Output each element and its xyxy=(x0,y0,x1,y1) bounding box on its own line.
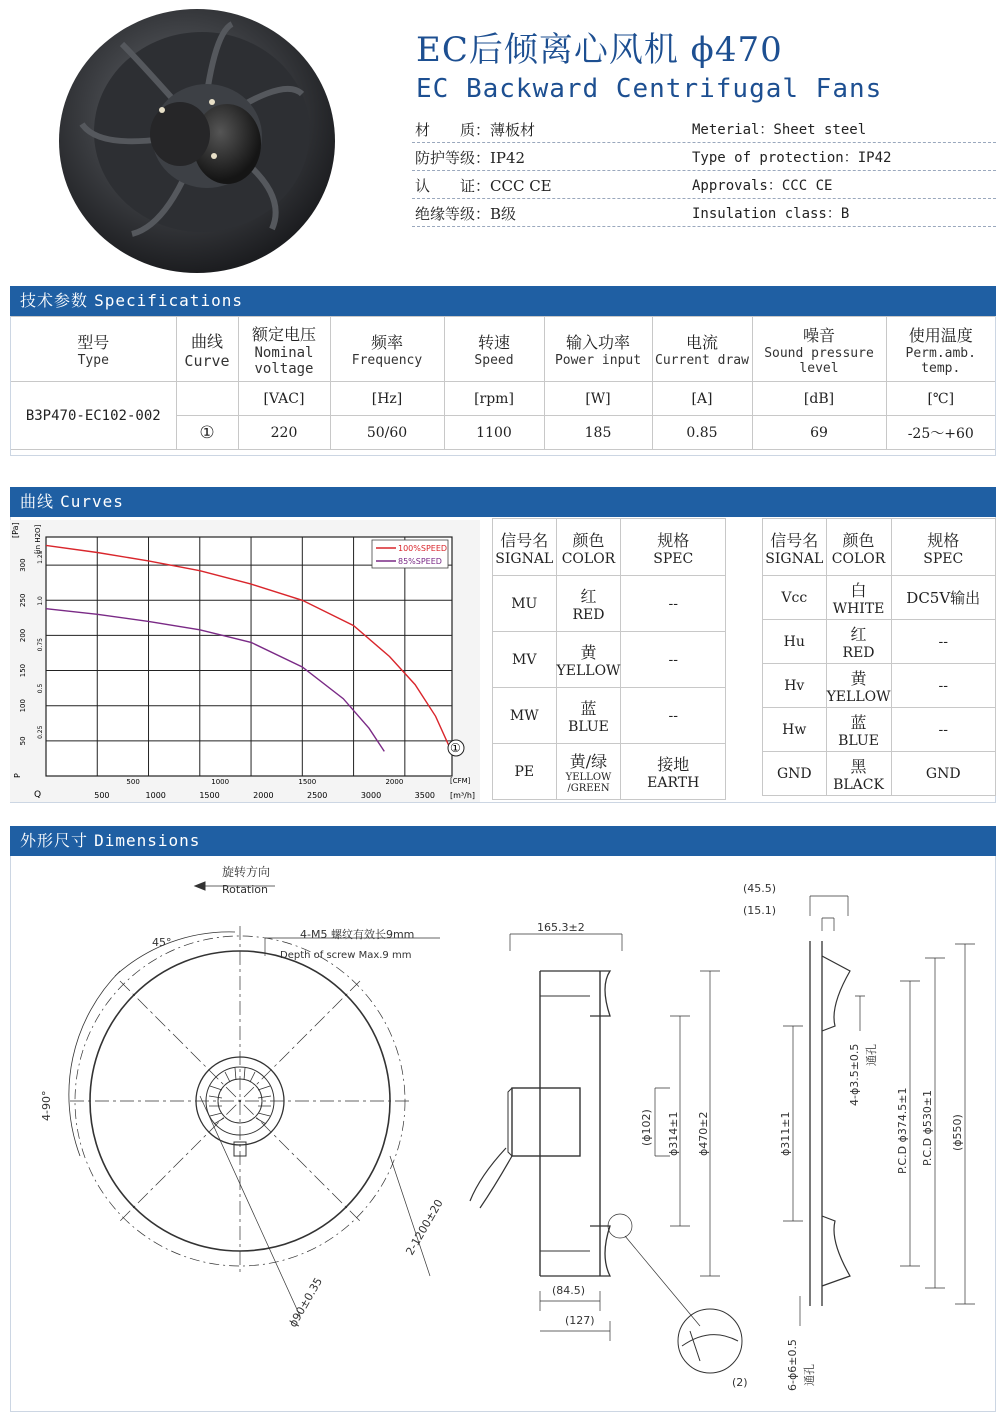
screw-label-cn: 4-M5 螺纹有效长9mm xyxy=(300,928,415,941)
hub-dia-label: ϕ90±0.35 xyxy=(286,1275,326,1330)
property-en: Type of protection：IP42 xyxy=(692,150,892,166)
detail-2-label: (2) xyxy=(732,1376,748,1389)
signal-spec: -- xyxy=(621,576,726,632)
plot-area xyxy=(46,537,452,776)
signal-header-row xyxy=(763,519,996,576)
header-type xyxy=(11,317,176,382)
value-cell: -25～+60 xyxy=(886,416,995,450)
signal-row xyxy=(763,708,996,752)
property-cn: 防护等级：IP42 xyxy=(415,149,526,167)
header-en: Perm.amb. xyxy=(905,345,976,361)
signal-spec: DC5V输出 xyxy=(891,576,996,620)
value-cell: 0.85 xyxy=(652,416,752,450)
header-cn: 颜色 xyxy=(842,530,875,550)
width-165-label: 165.3±2 xyxy=(537,921,585,934)
hole-6-label: 6-ϕ6±0.5 xyxy=(786,1339,799,1391)
unit-cell: [VAC] xyxy=(238,382,330,416)
inh2o-tick-label: 1.25 xyxy=(37,550,44,564)
signal-name: GND xyxy=(763,752,827,796)
header-en: Frequency xyxy=(351,353,423,368)
signal-name: PE xyxy=(493,744,557,800)
dim-84-label: (84.5) xyxy=(552,1284,586,1297)
header-frequency xyxy=(330,317,444,382)
header-en: Type xyxy=(77,353,109,368)
header-spec xyxy=(891,519,996,576)
side-motor xyxy=(512,1088,580,1156)
dia-314-label: ϕ314±1 xyxy=(667,1111,680,1156)
flange-top xyxy=(822,956,850,1031)
color-en: BLUE xyxy=(568,719,609,735)
m3h-tick-label: 2500 xyxy=(306,791,328,800)
signal-color xyxy=(826,664,891,708)
y-unit-in: [in H2O] xyxy=(34,524,42,554)
curves-section-bar xyxy=(10,487,996,517)
header-en: Curve xyxy=(184,351,230,370)
detail-view-circle xyxy=(678,1309,742,1373)
header-color xyxy=(826,519,891,576)
hole-6-cn: 通孔 xyxy=(803,1364,816,1386)
header-voltage xyxy=(238,317,330,382)
header-cn: 额定电压 xyxy=(251,324,316,344)
unit-curve-blank xyxy=(176,382,238,416)
inh2o-tick-label: 1.0 xyxy=(37,596,44,606)
color-en: YELLOW xyxy=(826,689,891,705)
color-cn: 红 xyxy=(850,625,867,644)
value-cell: 1100 xyxy=(444,416,544,450)
header-en: Current draw xyxy=(655,353,749,368)
x-unit-cfm: [CFM] xyxy=(450,777,471,785)
dia-102-label: (ϕ102) xyxy=(640,1109,653,1146)
signal-name: Hu xyxy=(763,620,827,664)
property-en: Approvals：CCC CE xyxy=(692,178,833,194)
color-en: RED xyxy=(572,607,605,623)
specifications-table xyxy=(11,316,995,450)
legend-label-100: 100%SPEED xyxy=(398,544,448,553)
color-cn: 红 xyxy=(580,587,597,606)
header-en: SIGNAL xyxy=(495,550,554,567)
header-cn: 型号 xyxy=(77,333,110,352)
value-cell: 69 xyxy=(752,416,886,450)
curve-marker: ① xyxy=(450,741,461,755)
value-cell: 50/60 xyxy=(330,416,444,450)
signal-table-left xyxy=(492,518,726,800)
signal-row xyxy=(763,664,996,708)
color-cn: 白 xyxy=(850,581,867,600)
signal-name: Hv xyxy=(763,664,827,708)
signal-name: Hw xyxy=(763,708,827,752)
product-title-cn: EC后倾离心风机 ϕ470 xyxy=(416,30,783,70)
unit-cell: [W] xyxy=(544,382,652,416)
signal-color xyxy=(556,632,621,688)
header-cn: 颜色 xyxy=(572,530,605,550)
property-row xyxy=(412,144,996,171)
unit-cell: [℃] xyxy=(886,382,995,416)
color-cn: 黑 xyxy=(850,757,867,776)
m3h-tick-label: 3000 xyxy=(360,791,382,800)
screw-label-en: Depth of screw Max.9 mm xyxy=(280,950,412,961)
cfm-tick-label: 1000 xyxy=(211,778,230,786)
pa-tick-label: 50 xyxy=(19,736,27,746)
header-color xyxy=(556,519,621,576)
pa-tick-label: 150 xyxy=(19,663,27,678)
signal-row xyxy=(763,752,996,796)
angle-arc-45 xyxy=(115,932,235,976)
header-spec xyxy=(621,519,726,576)
performance-chart xyxy=(10,520,480,802)
signal-name: MW xyxy=(493,688,557,744)
signal-spec: -- xyxy=(891,708,996,752)
signal-color xyxy=(556,576,621,632)
dia-311-label: ϕ311±1 xyxy=(779,1111,792,1156)
rotation-label-cn: 旋转方向 xyxy=(222,865,271,879)
pcd-530-label: P.C.D ϕ530±1 xyxy=(921,1089,934,1166)
inh2o-tick-label: 0.75 xyxy=(37,637,44,652)
section-title-en: Curves xyxy=(60,492,124,511)
property-row xyxy=(412,116,996,143)
header-power xyxy=(544,317,652,382)
signal-spec: -- xyxy=(891,620,996,664)
angle-4x90-label: 4-90° xyxy=(40,1090,53,1121)
y-axis-letter: P xyxy=(13,773,22,778)
dim-line-45 xyxy=(810,896,848,916)
inh2o-tick-label: 0.25 xyxy=(37,725,44,739)
detail-view-profile xyxy=(682,1331,738,1361)
color-en: BLUE xyxy=(838,733,879,749)
signal-color xyxy=(826,576,891,620)
value-cell: 185 xyxy=(544,416,652,450)
cfm-tick-label: 2000 xyxy=(385,778,404,786)
signal-spec: -- xyxy=(891,664,996,708)
fan-product-photo xyxy=(52,4,342,276)
signal-row xyxy=(493,576,726,632)
product-title-en: EC Backward Centrifugal Fans xyxy=(416,74,883,104)
dim-line-15 xyxy=(822,918,834,931)
property-cn: 绝缘等级：B级 xyxy=(415,205,517,223)
header-speed xyxy=(444,317,544,382)
header-en: Power input xyxy=(554,353,642,368)
angle-45-label: 45° xyxy=(152,936,172,949)
property-cn: 材 质：薄板材 xyxy=(415,121,536,139)
header-current xyxy=(652,317,752,382)
flange-bottom xyxy=(822,1216,850,1286)
header-en: temp. xyxy=(921,360,961,376)
section-title-cn: 外形尺寸 xyxy=(20,831,89,850)
header-en: SPEC xyxy=(923,550,964,567)
header-cn: 使用温度 xyxy=(908,325,973,345)
signal-table-right xyxy=(762,518,996,796)
header-curve xyxy=(176,317,238,382)
pa-tick-label: 300 xyxy=(19,558,27,572)
dimensions-section-bar xyxy=(10,826,996,856)
color-cn: 黄/绿 xyxy=(569,752,608,771)
hole-4-cn: 通孔 xyxy=(865,1044,878,1066)
header-en: Nominal xyxy=(254,344,314,361)
spec-unit-row xyxy=(11,382,995,416)
unit-cell: [rpm] xyxy=(444,382,544,416)
header-cn: 电流 xyxy=(685,333,718,352)
header-cn: 信号名 xyxy=(500,530,549,550)
property-row xyxy=(412,172,996,199)
signal-row xyxy=(493,744,726,800)
section-title-en: Specifications xyxy=(94,291,243,310)
signal-color xyxy=(826,752,891,796)
signal-row xyxy=(493,688,726,744)
header-en: Speed xyxy=(474,353,514,368)
header-en: Sound pressure xyxy=(764,345,874,361)
signal-row xyxy=(763,620,996,664)
signal-spec: GND xyxy=(891,752,996,796)
header-temperature xyxy=(886,317,995,382)
signal-spec xyxy=(621,744,726,800)
header-en: SIGNAL xyxy=(765,550,824,567)
signal-color xyxy=(826,708,891,752)
model-number: B3P470-EC102-002 xyxy=(11,382,176,450)
header-signal xyxy=(763,519,827,576)
dia-470-label: ϕ470±2 xyxy=(697,1111,710,1156)
property-en: Meterial：Sheet steel xyxy=(692,122,867,138)
header-cn: 规格 xyxy=(657,530,690,550)
signal-spec: -- xyxy=(621,632,726,688)
property-row xyxy=(412,200,996,227)
header-en: level xyxy=(799,360,839,376)
color-cn: 蓝 xyxy=(580,699,597,718)
flange-body xyxy=(810,941,822,1306)
section-title-cn: 曲线 xyxy=(20,492,55,511)
color-en: BLACK xyxy=(833,777,884,793)
header-noise xyxy=(752,317,886,382)
rotation-arrowhead xyxy=(195,882,205,890)
detail-leader xyxy=(625,1236,700,1326)
rotation-label-en: Rotation xyxy=(222,883,269,896)
color-en: YELLOW xyxy=(556,663,621,679)
header-en: COLOR xyxy=(831,550,886,567)
x-unit-m3: [m³/h] xyxy=(450,791,476,800)
detail-callout-circle xyxy=(608,1214,632,1238)
spec-en: EARTH xyxy=(647,775,700,791)
m3h-tick-label: 1000 xyxy=(145,791,166,800)
spec-header-row xyxy=(11,317,995,382)
chart-grid xyxy=(46,537,452,776)
hub-dia-leader xyxy=(200,1096,300,1316)
header-en: COLOR xyxy=(561,550,616,567)
cable-length-label: 2-1200±20 xyxy=(403,1197,446,1258)
header-cn: 曲线 xyxy=(190,331,223,351)
color-en: WHITE xyxy=(832,601,885,617)
color-en: YELLOW xyxy=(565,772,612,783)
dim-127-label: (127) xyxy=(565,1314,595,1327)
cfm-tick-label: 1500 xyxy=(298,778,317,786)
header-en: SPEC xyxy=(653,550,694,567)
signal-name: MU xyxy=(493,576,557,632)
side-blade-lines xyxy=(540,996,590,1251)
legend-label-85: 85%SPEED xyxy=(398,557,442,566)
unit-cell: [Hz] xyxy=(330,382,444,416)
signal-color xyxy=(826,620,891,664)
color-cn: 黄 xyxy=(850,669,867,688)
m3h-tick-label: 3500 xyxy=(414,791,436,800)
dim-line-165 xyxy=(510,934,622,951)
unit-cell: [dB] xyxy=(752,382,886,416)
value-cell: 220 xyxy=(238,416,330,450)
header-cn: 规格 xyxy=(927,530,960,550)
dimension-drawing xyxy=(10,856,996,1412)
m3h-tick-label: 2000 xyxy=(253,791,274,800)
signal-color xyxy=(556,688,621,744)
pcd-374-label: P.C.D ϕ374.5±1 xyxy=(896,1087,909,1174)
dia-550-label: (ϕ550) xyxy=(951,1114,964,1151)
dim-15-label: (15.1) xyxy=(743,904,777,917)
specifications-panel xyxy=(10,316,996,456)
inh2o-tick-label: 0.5 xyxy=(37,683,44,694)
header-en: voltage xyxy=(254,360,314,377)
hole-4-leader xyxy=(855,996,865,1031)
spec-cn: 接地 xyxy=(657,755,690,774)
signal-row xyxy=(493,632,726,688)
dim-45-label: (45.5) xyxy=(743,882,777,895)
y-unit-pa: [Pa] xyxy=(11,522,20,538)
color-cn: 黄 xyxy=(580,643,597,662)
header-cn: 转速 xyxy=(477,333,510,352)
header-signal xyxy=(493,519,557,576)
m3h-tick-label: 500 xyxy=(94,791,110,800)
specifications-section-bar xyxy=(10,286,996,316)
signal-spec: -- xyxy=(621,688,726,744)
side-shroud xyxy=(540,971,600,1276)
hole-4-label: 4-ϕ3.5±0.5 xyxy=(848,1043,861,1106)
side-cable xyxy=(470,1148,512,1208)
color-cn: 蓝 xyxy=(850,713,867,732)
x-axis-letter: Q xyxy=(34,790,42,800)
unit-cell: [A] xyxy=(652,382,752,416)
signal-row xyxy=(763,576,996,620)
section-title-en: Dimensions xyxy=(94,831,201,850)
value-cell: ① xyxy=(176,416,238,450)
color-en: RED xyxy=(842,645,875,661)
signal-name: MV xyxy=(493,632,557,688)
property-en: Insulation class：B xyxy=(692,206,850,222)
pa-tick-label: 100 xyxy=(19,699,27,713)
property-cn: 认 证：CCC CE xyxy=(415,177,552,195)
header-cn: 频率 xyxy=(370,333,403,352)
color-en: /GREEN xyxy=(567,783,610,794)
cfm-tick-label: 500 xyxy=(126,778,140,786)
section-title-cn: 技术参数 xyxy=(20,291,89,310)
header-cn: 噪音 xyxy=(802,325,835,345)
signal-header-row xyxy=(493,519,726,576)
pa-tick-label: 200 xyxy=(19,628,27,643)
m3h-tick-label: 1500 xyxy=(199,791,220,800)
signal-color xyxy=(556,744,621,800)
pa-tick-label: 250 xyxy=(19,593,27,607)
header-cn: 信号名 xyxy=(770,530,819,550)
signal-name: Vcc xyxy=(763,576,827,620)
header-cn: 输入功率 xyxy=(565,333,630,352)
